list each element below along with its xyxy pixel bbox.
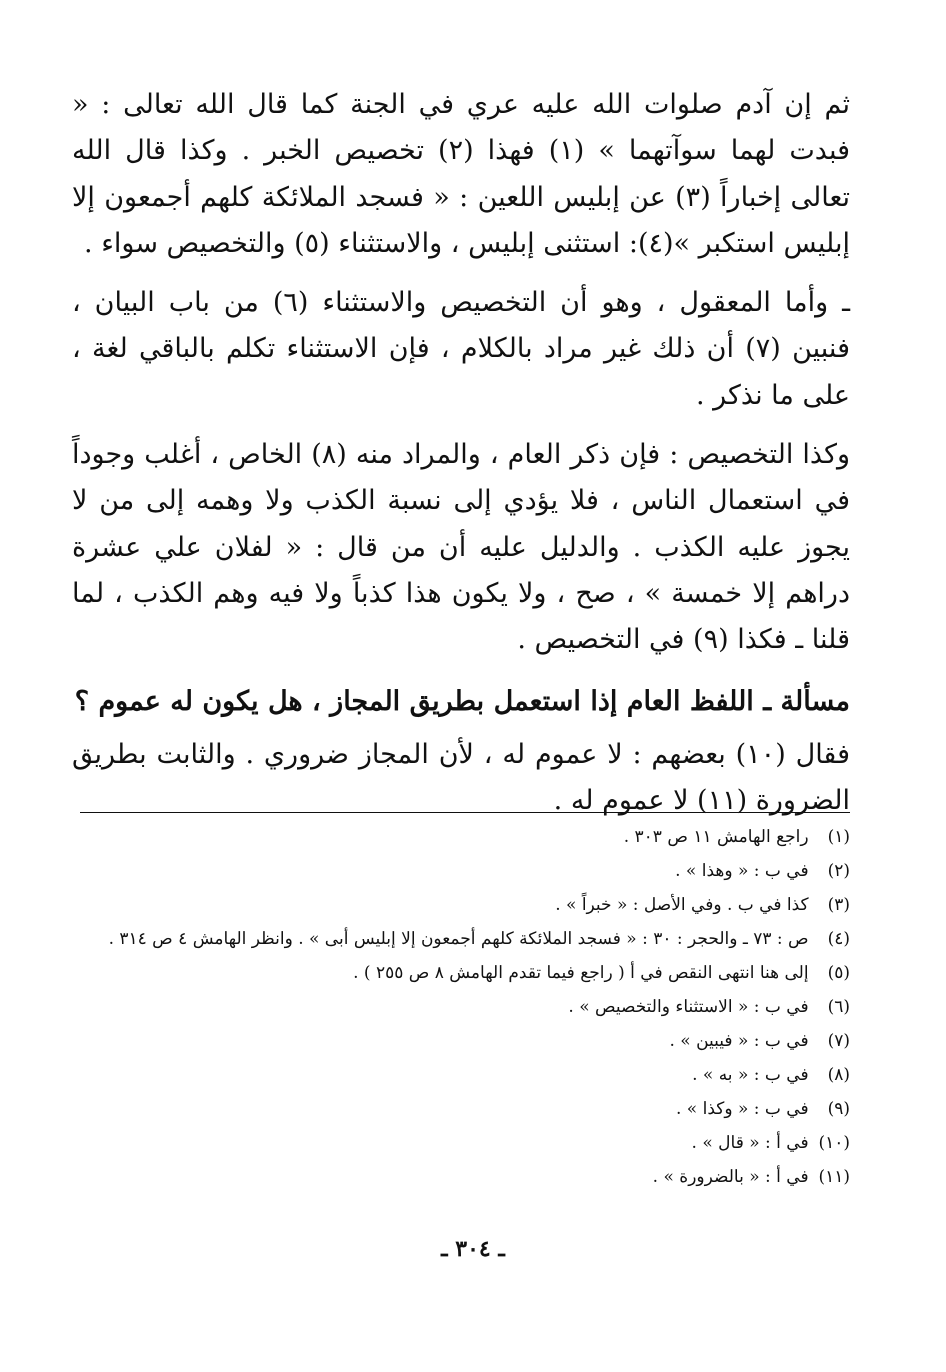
paragraph-1: ثم إن آدم صلوات الله عليه عري في الجنة كما قال الله تعالى : « فبدت لهما سوآتهما » (١) فهذا (٢) تخصيص الخبر . وكذا قال الله تعالى إخباراً (٣) عن إبليس اللعين : « فسجد الملائكة كلهم أجمعون إلا إبليس استكبر »(٤): استثنى إبليس ، والاستثناء (٥) والتخصيص سواء . [72,89,850,259]
footnote-number: (١) [827,827,850,847]
footnote-text: إلى هنا انتهى النقص في أ ( راجع فيما تقدم الهامش ٨ ص ٢٥٥ ) . [353,963,809,983]
footnote-number: (٦) [827,997,850,1017]
footnote-text: في ب : « وكذا » . [675,1099,809,1119]
footnote [76,888,850,922]
footnote-text: في ب : « وهذا » . [675,861,809,881]
footnote-text: في ب : « فيبين » . [669,1031,809,1051]
footnote [76,990,850,1024]
footnote-text: في أ : « قال » . [691,1133,809,1153]
footnote-text: راجع الهامش ١١ ص ٣٠٣ . [623,827,809,847]
footnote-number: (١١) [818,1167,850,1187]
footnote-number: (٤) [827,929,850,949]
footnote [76,922,850,956]
footnote-number: (٣) [827,895,850,915]
footnote-divider [80,812,850,813]
footnote-number: (١٠) [818,1133,850,1153]
footnote [76,1024,850,1058]
footnote [76,956,850,990]
footnotes-list [76,820,850,1194]
footnote-number: (٨) [827,1065,850,1085]
page-number: ـ ٣٠٤ ـ [441,1236,505,1262]
paragraph-2: ـ وأما المعقول ، وهو أن التخصيص والاستثناء (٦) من باب البيان ، فنبين (٧) أن ذلك غير مراد بالكلام ، فإن الاستثناء تكلم بالباقي لغة ، على ما نذكر . [72,287,850,411]
footnote-text: في أ : « بالضرورة » . [652,1167,809,1187]
footnote [76,820,850,854]
footnote-text: ص : ٧٣ ـ والحجر : ٣٠ : « فسجد الملائكة كلهم أجمعون إلا إبليس أبى » . وانظر الهامش ٤ ص ٣١٤ . [108,929,809,949]
footnote-text: في ب : « به » . [692,1065,809,1085]
footnote-number: (٧) [827,1031,850,1051]
footnote-number: (٩) [827,1099,850,1119]
footnote [76,1126,850,1160]
footnote [76,854,850,888]
footnote [76,1058,850,1092]
main-text [72,82,850,824]
footnote-text: كذا في ب . وفي الأصل : « خبراً » . [555,895,809,915]
footnote [76,1092,850,1126]
footnote-number: (٢) [827,861,850,881]
paragraph-4: فقال (١٠) بعضهم : لا عموم له ، لأن المجاز ضروري . والثابت بطريق الضرورة (١١) لا عموم له . [72,738,850,816]
footnote-number: (٥) [827,963,850,983]
paragraph-3: وكذا التخصيص : فإن ذكر العام ، والمراد منه (٨) الخاص ، أغلب وجوداً في استعمال الناس ، فلا يؤدي إلى نسبة الكذب ولا وهمه إلى من لا يجوز عليه الكذب . والدليل عليه أن من قال : « لفلان علي عشرة دراهم إلا خمسة » ، صح ، ولا يكون هذا كذباً ولا فيه وهم الكذب ، لما قلنا ـ فكذا (٩) في التخصيص . [72,439,850,656]
footnote [76,1160,850,1194]
footnote-text: في ب : « الاستثناء والتخصيص » . [568,997,809,1017]
section-heading: مسألة ـ اللفظ العام إذا استعمل بطريق المجاز ، هل يكون له عموم ؟ [74,685,850,717]
